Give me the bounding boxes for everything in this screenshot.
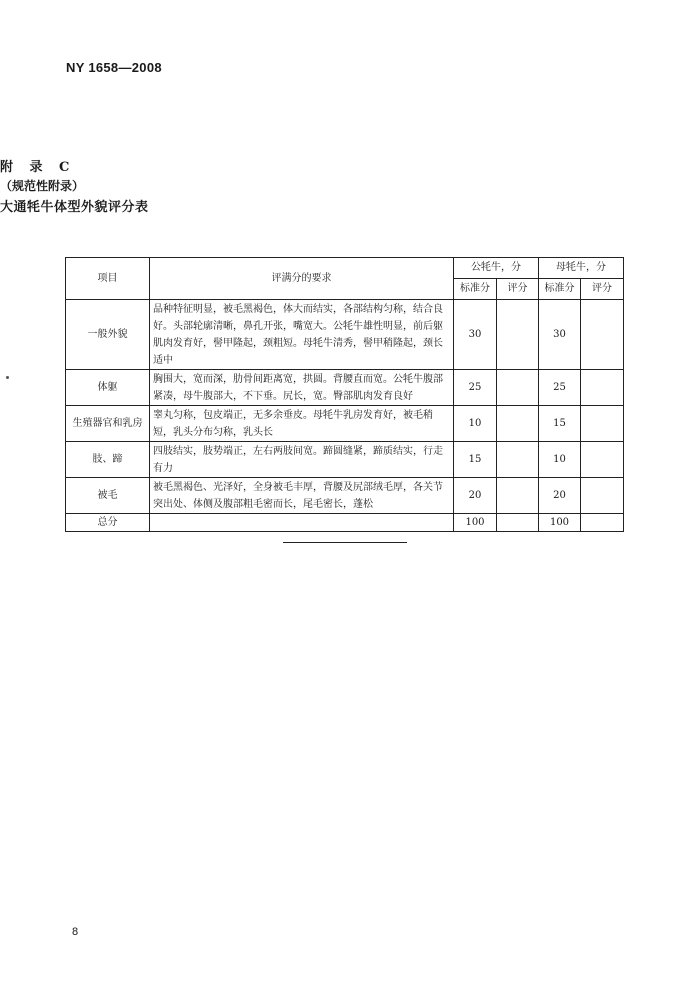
row-male-score[interactable] (497, 370, 539, 406)
table-row (66, 370, 624, 406)
scan-speck (6, 376, 9, 379)
row-male-standard: 10 (454, 406, 497, 442)
end-rule (283, 542, 407, 543)
row-item: 体躯 (66, 370, 150, 406)
row-item: 被毛 (66, 478, 150, 514)
header-requirement: 评满分的要求 (150, 258, 454, 300)
page-number: 8 (72, 926, 79, 938)
row-requirement: 胸围大，宽而深，肋骨间距离宽，拱圆。背腰直而宽。公牦牛腹部紧凑，母牛腹部大，不下垂。尻长，宽。臀部肌肉发育良好 (150, 370, 454, 406)
table-row (66, 442, 624, 478)
row-female-score[interactable] (581, 406, 624, 442)
row-requirement: 被毛黑褐色、光泽好，全身被毛丰厚，背腰及尻部绒毛厚，各关节突出处、体侧及腹部粗毛密而长，尾毛密长，蓬松 (150, 478, 454, 514)
row-female-standard: 25 (539, 370, 581, 406)
header-female: 母牦牛，分 (539, 258, 624, 279)
total-male-standard: 100 (454, 514, 497, 532)
table-row (66, 478, 624, 514)
row-item: 一般外貌 (66, 300, 150, 370)
header-male-score: 评分 (497, 279, 539, 300)
row-male-score[interactable] (497, 406, 539, 442)
row-female-standard: 30 (539, 300, 581, 370)
header-female-standard: 标准分 (539, 279, 581, 300)
table-header-row (66, 258, 624, 279)
row-requirement: 睾丸匀称，包皮端正，无多余垂皮。母牦牛乳房发育好，被毛稍短，乳头分布匀称，乳头长 (150, 406, 454, 442)
total-label: 总分 (66, 514, 150, 532)
row-item: 生殖器官和乳房 (66, 406, 150, 442)
appearance-score-table (65, 257, 624, 532)
standard-code: NY 1658—2008 (66, 60, 162, 75)
row-female-score[interactable] (581, 300, 624, 370)
header-item: 项目 (66, 258, 150, 300)
row-female-standard: 15 (539, 406, 581, 442)
row-requirement: 四肢结实，肢势端正，左右两肢间宽。蹄圆缝紧，蹄质结实，行走有力 (150, 442, 454, 478)
total-row (66, 514, 624, 532)
header-male: 公牦牛，分 (454, 258, 539, 279)
total-female-standard: 100 (539, 514, 581, 532)
row-female-score[interactable] (581, 370, 624, 406)
row-male-standard: 15 (454, 442, 497, 478)
row-male-score[interactable] (497, 442, 539, 478)
appendix-type: （规范性附录） (0, 179, 85, 193)
table-row (66, 406, 624, 442)
total-requirement (150, 514, 454, 532)
row-requirement: 品种特征明显，被毛黑褐色，体大而结实，各部结构匀称，结合良好。头部轮廓清晰，鼻孔开张，嘴宽大。公牦牛雄性明显，前后躯肌肉发育好，髻甲隆起，颈粗短。母牦牛清秀，髻甲稍隆起，颈长适中 (150, 300, 454, 370)
row-female-standard: 10 (539, 442, 581, 478)
row-male-standard: 25 (454, 370, 497, 406)
row-male-standard: 30 (454, 300, 497, 370)
total-male-score[interactable] (497, 514, 539, 532)
row-item: 肢、蹄 (66, 442, 150, 478)
row-female-score[interactable] (581, 478, 624, 514)
row-male-standard: 20 (454, 478, 497, 514)
row-male-score[interactable] (497, 300, 539, 370)
row-female-standard: 20 (539, 478, 581, 514)
header-female-score: 评分 (581, 279, 624, 300)
row-female-score[interactable] (581, 442, 624, 478)
appendix-label: 附 录 C (0, 160, 76, 175)
appendix-title: 大通牦牛体型外貌评分表 (0, 200, 149, 215)
total-female-score[interactable] (581, 514, 624, 532)
row-male-score[interactable] (497, 478, 539, 514)
table-row (66, 300, 624, 370)
header-male-standard: 标准分 (454, 279, 497, 300)
